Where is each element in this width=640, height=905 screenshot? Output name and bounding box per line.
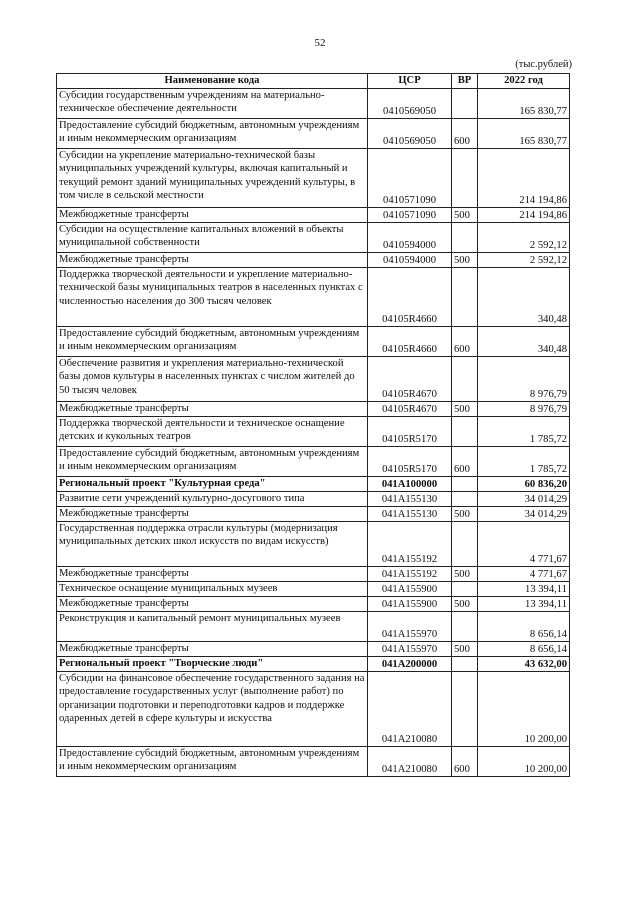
cell-name: Межбюджетные трансферты — [57, 642, 368, 657]
cell-csr: 041A210080 — [368, 672, 452, 747]
table-row — [57, 223, 570, 253]
cell-vr — [452, 268, 478, 327]
table-row — [57, 208, 570, 223]
cell-sum: 4 771,67 — [478, 522, 570, 567]
cell-sum: 8 976,79 — [478, 357, 570, 402]
cell-name: Межбюджетные трансферты — [57, 567, 368, 582]
cell-name: Предоставление субсидий бюджетным, автономным учреждениям и иным некоммерческим организациям — [57, 119, 368, 149]
cell-name: Межбюджетные трансферты — [57, 253, 368, 268]
cell-sum: 8 976,79 — [478, 402, 570, 417]
cell-csr: 04105R4670 — [368, 402, 452, 417]
cell-sum: 165 830,77 — [478, 119, 570, 149]
cell-name: Межбюджетные трансферты — [57, 208, 368, 223]
table-row — [57, 657, 570, 672]
cell-vr — [452, 417, 478, 447]
cell-sum: 13 394,11 — [478, 582, 570, 597]
cell-csr: 0410569050 — [368, 119, 452, 149]
cell-sum: 1 785,72 — [478, 417, 570, 447]
header-year: 2022 год — [478, 74, 570, 89]
cell-csr: 04105R4660 — [368, 268, 452, 327]
cell-sum: 13 394,11 — [478, 597, 570, 612]
table-row — [57, 253, 570, 268]
budget-table — [56, 73, 570, 777]
cell-csr: 041A155192 — [368, 522, 452, 567]
cell-csr: 041A210080 — [368, 747, 452, 777]
table-row — [57, 268, 570, 327]
table-row — [57, 402, 570, 417]
cell-name: Развитие сети учреждений культурно-досугового типа — [57, 492, 368, 507]
cell-vr — [452, 149, 478, 208]
cell-sum: 8 656,14 — [478, 642, 570, 657]
cell-name: Государственная поддержка отрасли культуры (модернизация муниципальных детских школ искусств по видам искусств) — [57, 522, 368, 567]
cell-sum: 214 194,86 — [478, 149, 570, 208]
cell-vr — [452, 477, 478, 492]
cell-vr — [452, 522, 478, 567]
cell-name: Межбюджетные трансферты — [57, 402, 368, 417]
page-number: 52 — [314, 37, 326, 49]
cell-vr — [452, 223, 478, 253]
cell-sum: 165 830,77 — [478, 89, 570, 119]
table-row — [57, 582, 570, 597]
cell-csr: 04105R5170 — [368, 417, 452, 447]
cell-csr: 041A155130 — [368, 492, 452, 507]
cell-name: Субсидии на финансовое обеспечение государственного задания на предоставление государственных услуг (выполнение работ) по организации подготовки и переподготовки кадров и поддержке одаренных детей в сфере культуры и искусства — [57, 672, 368, 747]
cell-vr — [452, 612, 478, 642]
cell-name: Обеспечение развития и укрепления материально-технической базы домов культуры в населенных пунктах с числом жителей до 50 тысяч человек — [57, 357, 368, 402]
cell-sum: 2 592,12 — [478, 223, 570, 253]
cell-vr: 600 — [452, 327, 478, 357]
cell-csr: 0410594000 — [368, 223, 452, 253]
table-row — [57, 612, 570, 642]
cell-sum: 340,48 — [478, 327, 570, 357]
cell-name: Предоставление субсидий бюджетным, автономным учреждениям и иным некоммерческим организациям — [57, 327, 368, 357]
cell-csr: 041A200000 — [368, 657, 452, 672]
cell-name: Поддержка творческой деятельности и укрепление материально-технической базы муниципальных театров в населенных пунктах с численностью населения до 300 тысяч человек — [57, 268, 368, 327]
cell-name: Региональный проект "Культурная среда" — [57, 477, 368, 492]
table-row — [57, 357, 570, 402]
cell-sum: 10 200,00 — [478, 672, 570, 747]
cell-vr — [452, 89, 478, 119]
cell-name: Субсидии на осуществление капитальных вложений в объекты муниципальной собственности — [57, 223, 368, 253]
header-name: Наименование кода — [57, 74, 368, 89]
cell-csr: 041A155970 — [368, 612, 452, 642]
cell-vr: 500 — [452, 567, 478, 582]
table-row — [57, 89, 570, 119]
cell-sum: 340,48 — [478, 268, 570, 327]
table-header-row — [57, 74, 570, 89]
cell-csr: 0410571090 — [368, 149, 452, 208]
cell-name: Предоставление субсидий бюджетным, автономным учреждениям и иным некоммерческим организациям — [57, 747, 368, 777]
table-row — [57, 522, 570, 567]
cell-sum: 43 632,00 — [478, 657, 570, 672]
table-row — [57, 492, 570, 507]
cell-csr: 041A155970 — [368, 642, 452, 657]
cell-sum: 10 200,00 — [478, 747, 570, 777]
cell-vr: 500 — [452, 402, 478, 417]
table-row — [57, 642, 570, 657]
units-label: (тыс.рублей) — [515, 59, 572, 70]
cell-vr: 500 — [452, 507, 478, 522]
table-row — [57, 597, 570, 612]
cell-csr: 0410571090 — [368, 208, 452, 223]
cell-csr: 041A100000 — [368, 477, 452, 492]
table-row — [57, 567, 570, 582]
header-csr: ЦСР — [368, 74, 452, 89]
cell-csr: 0410594000 — [368, 253, 452, 268]
cell-name: Реконструкция и капитальный ремонт муниципальных музеев — [57, 612, 368, 642]
table-row — [57, 417, 570, 447]
cell-csr: 0410569050 — [368, 89, 452, 119]
cell-vr — [452, 672, 478, 747]
cell-vr: 500 — [452, 208, 478, 223]
cell-vr: 500 — [452, 253, 478, 268]
cell-sum: 34 014,29 — [478, 507, 570, 522]
cell-sum: 4 771,67 — [478, 567, 570, 582]
table-row — [57, 327, 570, 357]
cell-vr: 600 — [452, 747, 478, 777]
table-row — [57, 447, 570, 477]
cell-sum: 1 785,72 — [478, 447, 570, 477]
cell-name: Региональный проект "Творческие люди" — [57, 657, 368, 672]
cell-csr: 041A155130 — [368, 507, 452, 522]
cell-name: Субсидии государственным учреждениям на материально-техническое обеспечение деятельности — [57, 89, 368, 119]
cell-csr: 041A155900 — [368, 597, 452, 612]
cell-name: Техническое оснащение муниципальных музеев — [57, 582, 368, 597]
table-row — [57, 477, 570, 492]
cell-name: Предоставление субсидий бюджетным, автономным учреждениям и иным некоммерческим организациям — [57, 447, 368, 477]
cell-csr: 04105R5170 — [368, 447, 452, 477]
cell-vr — [452, 582, 478, 597]
cell-vr — [452, 657, 478, 672]
table-row — [57, 747, 570, 777]
header-vr: ВР — [452, 74, 478, 89]
cell-name: Субсидии на укрепление материально-технической базы муниципальных учреждений культуры, включая капитальный и текущий ремонт зданий муниципальных учреждений культуры, в том числе в сельской местности — [57, 149, 368, 208]
table-row — [57, 119, 570, 149]
cell-vr — [452, 357, 478, 402]
cell-name: Межбюджетные трансферты — [57, 507, 368, 522]
cell-sum: 214 194,86 — [478, 208, 570, 223]
cell-csr: 041A155192 — [368, 567, 452, 582]
cell-vr — [452, 492, 478, 507]
cell-sum: 34 014,29 — [478, 492, 570, 507]
table-row — [57, 507, 570, 522]
cell-csr: 04105R4660 — [368, 327, 452, 357]
cell-vr: 500 — [452, 642, 478, 657]
cell-csr: 041A155900 — [368, 582, 452, 597]
cell-name: Межбюджетные трансферты — [57, 597, 368, 612]
cell-sum: 2 592,12 — [478, 253, 570, 268]
cell-sum: 8 656,14 — [478, 612, 570, 642]
cell-vr: 500 — [452, 597, 478, 612]
cell-name: Поддержка творческой деятельности и техническое оснащение детских и кукольных театров — [57, 417, 368, 447]
cell-sum: 60 836,20 — [478, 477, 570, 492]
table-row — [57, 672, 570, 747]
cell-csr: 04105R4670 — [368, 357, 452, 402]
cell-vr: 600 — [452, 119, 478, 149]
table-body — [57, 89, 570, 777]
table-row — [57, 149, 570, 208]
cell-vr: 600 — [452, 447, 478, 477]
